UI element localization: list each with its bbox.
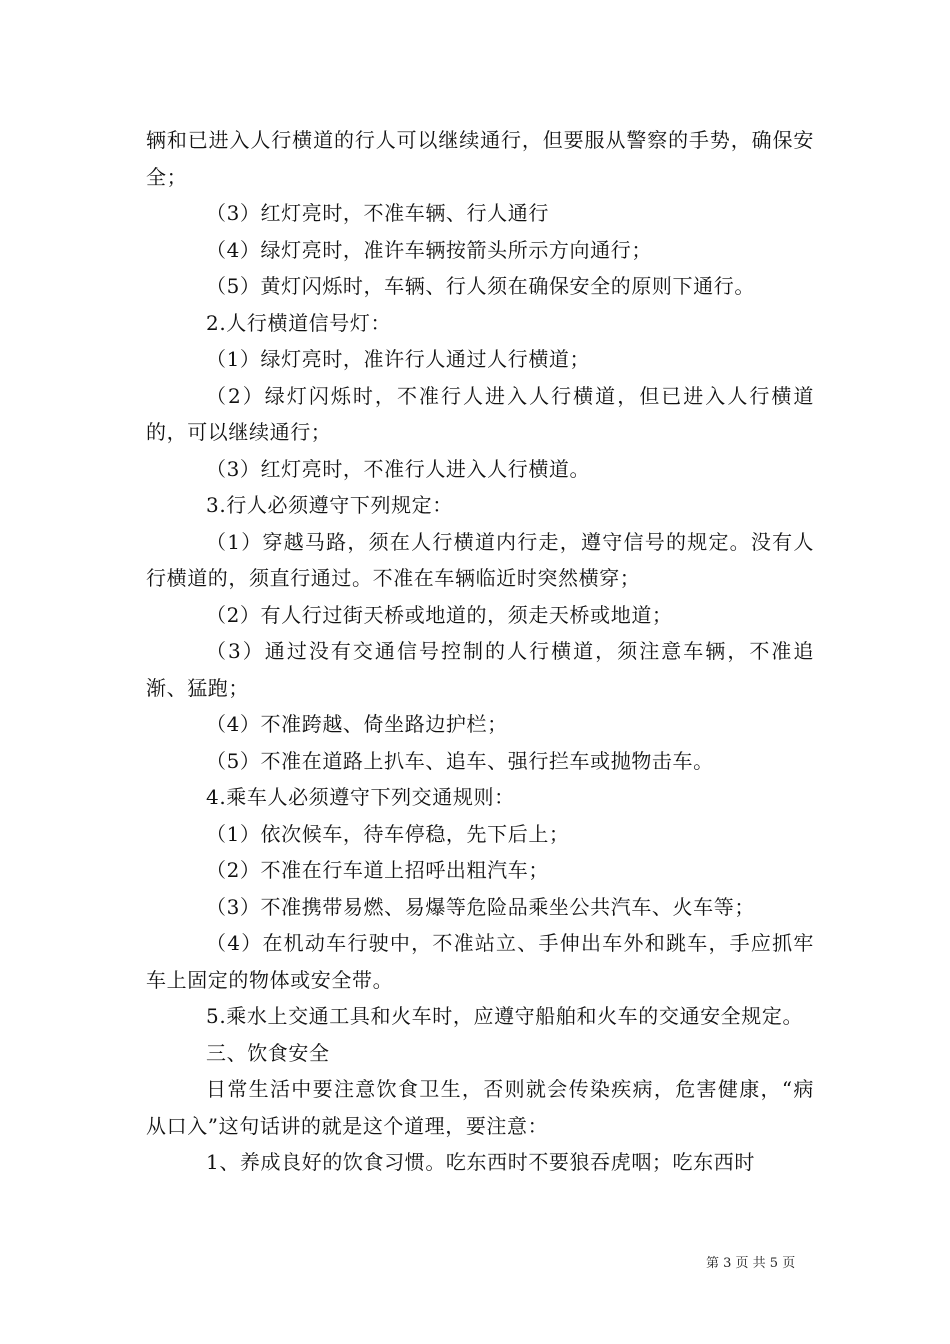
paragraph: （4）不准跨越、倚坐路边护栏； xyxy=(206,712,508,736)
paragraph: （5）不准在道路上扒车、追车、强行拦车或抛物击车。 xyxy=(206,748,714,773)
paragraph: （5）黄灯闪烁时，车辆、行人须在确保安全的原则下通行。 xyxy=(206,274,755,298)
paragraph: （2）不准在行车道上招呼出粗汽车； xyxy=(206,858,549,882)
section-heading: 3.行人必须遵守下列规定： xyxy=(206,493,453,517)
section-heading: 2.人行横道信号灯： xyxy=(206,310,392,335)
paragraph: （2）绿灯闪烁时，不准行人进入人行横道，但已进入人行横道的，可以继续通行； xyxy=(146,383,814,444)
paragraph: （1）绿灯亮时，准许行人通过人行横道； xyxy=(206,347,591,371)
paragraph: （4）在机动车行驶中，不准站立、手伸出车外和跳车，手应抓牢车上固定的物体或安全带。 xyxy=(146,931,814,992)
paragraph: 5.乘水上交通工具和火车时，应遵守船舶和火车的交通安全规定。 xyxy=(206,1004,804,1028)
paragraph: （1）依次候车，待车停稳，先下后上； xyxy=(206,821,570,846)
paragraph: 1、养成良好的饮食习惯。吃东西时不要狼吞虎咽；吃东西时 xyxy=(206,1150,755,1174)
paragraph: （3）红灯亮时，不准车辆、行人通行 xyxy=(206,201,549,225)
paragraph-continuation: 辆和已进入人行横道的行人可以继续通行，但要服从警察的手势，确保安全； xyxy=(146,128,814,189)
paragraph: （3）通过没有交通信号控制的人行横道，须注意车辆，不准追渐、猛跑； xyxy=(146,639,814,700)
paragraph: （1）穿越马路，须在人行横道内行走，遵守信号的规定。没有人行横道的，须直行通过。不准在车辆临近时突然横穿； xyxy=(146,529,814,590)
paragraph: （2）有人行过街天桥或地道的，须走天桥或地道； xyxy=(206,602,673,627)
paragraph: （4）绿灯亮时，准许车辆按箭头所示方向通行； xyxy=(206,237,652,262)
document-body xyxy=(146,122,814,1181)
paragraph: （3）红灯亮时，不准行人进入人行横道。 xyxy=(206,456,591,481)
paragraph: 日常生活中要注意饮食卫生，否则就会传染疾病，危害健康，“病从口入”这句话讲的就是这个道理，要注意： xyxy=(146,1077,814,1138)
page-number-footer: 第 3 页 共 5 页 xyxy=(706,1256,796,1271)
paragraph: （3）不准携带易燃、易爆等危险品乘坐公共汽车、火车等； xyxy=(206,894,755,919)
section-heading: 4.乘车人必须遵守下列交通规则： xyxy=(206,785,515,809)
chapter-heading: 三、饮食安全 xyxy=(206,1040,330,1065)
